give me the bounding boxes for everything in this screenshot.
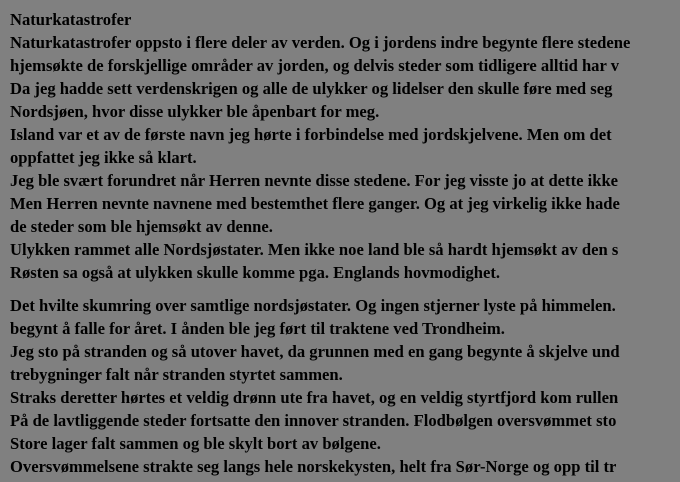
paragraph-1-line: Da jeg hadde sett verdenskrigen og alle de ulykker og lidelser den skulle føre med seg bbox=[10, 79, 613, 98]
paragraph-1-line: de steder som ble hjemsøkt av denne. bbox=[10, 217, 273, 236]
paragraph-2-line: Det hvilte skumring over samtlige nordsjøstater. Og ingen stjerner lyste på himmelen. bbox=[10, 296, 616, 315]
paragraph-2-line: Oversvømmelsene strakte seg langs hele norskekysten, helt fra Sør-Norge og opp til tr bbox=[10, 457, 617, 476]
paragraph-2-line: Straks deretter hørtes et veldig drønn ute fra havet, og en veldig styrtfjord kom rullen bbox=[10, 388, 619, 407]
paragraph-1-line: Røsten sa også at ulykken skulle komme pga. Englands hovmodighet. bbox=[10, 263, 501, 282]
paragraph-1-line: oppfattet jeg ikke så klart. bbox=[10, 148, 197, 167]
paragraph-1-line: hjemsøkte de forskjellige områder av jorden, og delvis steder som tidligere alltid har v bbox=[10, 56, 619, 75]
paragraph-2-line: trebygninger falt når stranden styrtet sammen. bbox=[10, 365, 343, 384]
paragraph-1-line: Jeg ble svært forundret når Herren nevnte disse stedene. For jeg visste jo at dette ikke bbox=[10, 171, 619, 190]
paragraph-2-line: Jeg sto på stranden og så utover havet, da grunnen med en gang begynte å skjelve und bbox=[10, 342, 620, 361]
paragraph-1-line: Island var et av de første navn jeg hørte i forbindelse med jordskjelvene. Men om det bbox=[10, 125, 612, 144]
document-body bbox=[10, 8, 680, 478]
paragraph-1-line: Naturkatastrofer oppsto i flere deler av verden. Og i jordens indre begynte flere stedene bbox=[10, 33, 631, 52]
paragraph-2-line: På de lavtliggende steder fortsatte den innover stranden. Flodbølgen oversvømmet sto bbox=[10, 411, 617, 430]
document-title: Naturkatastrofer bbox=[10, 10, 132, 29]
paragraph-spacer bbox=[10, 284, 680, 294]
paragraph-1-line: Nordsjøen, hvor disse ulykker ble åpenbart for meg. bbox=[10, 102, 380, 121]
paragraph-1-line: Men Herren nevnte navnene med bestemthet flere ganger. Og at jeg virkelig ikke hade bbox=[10, 194, 620, 213]
paragraph-2-line: Store lager falt sammen og ble skylt bort av bølgene. bbox=[10, 434, 381, 453]
paragraph-2-line: begynt å falle for året. I ånden ble jeg ført til traktene ved Trondheim. bbox=[10, 319, 505, 338]
paragraph-1-line: Ulykken rammet alle Nordsjøstater. Men ikke noe land ble så hardt hjemsøkt av den s bbox=[10, 240, 619, 259]
